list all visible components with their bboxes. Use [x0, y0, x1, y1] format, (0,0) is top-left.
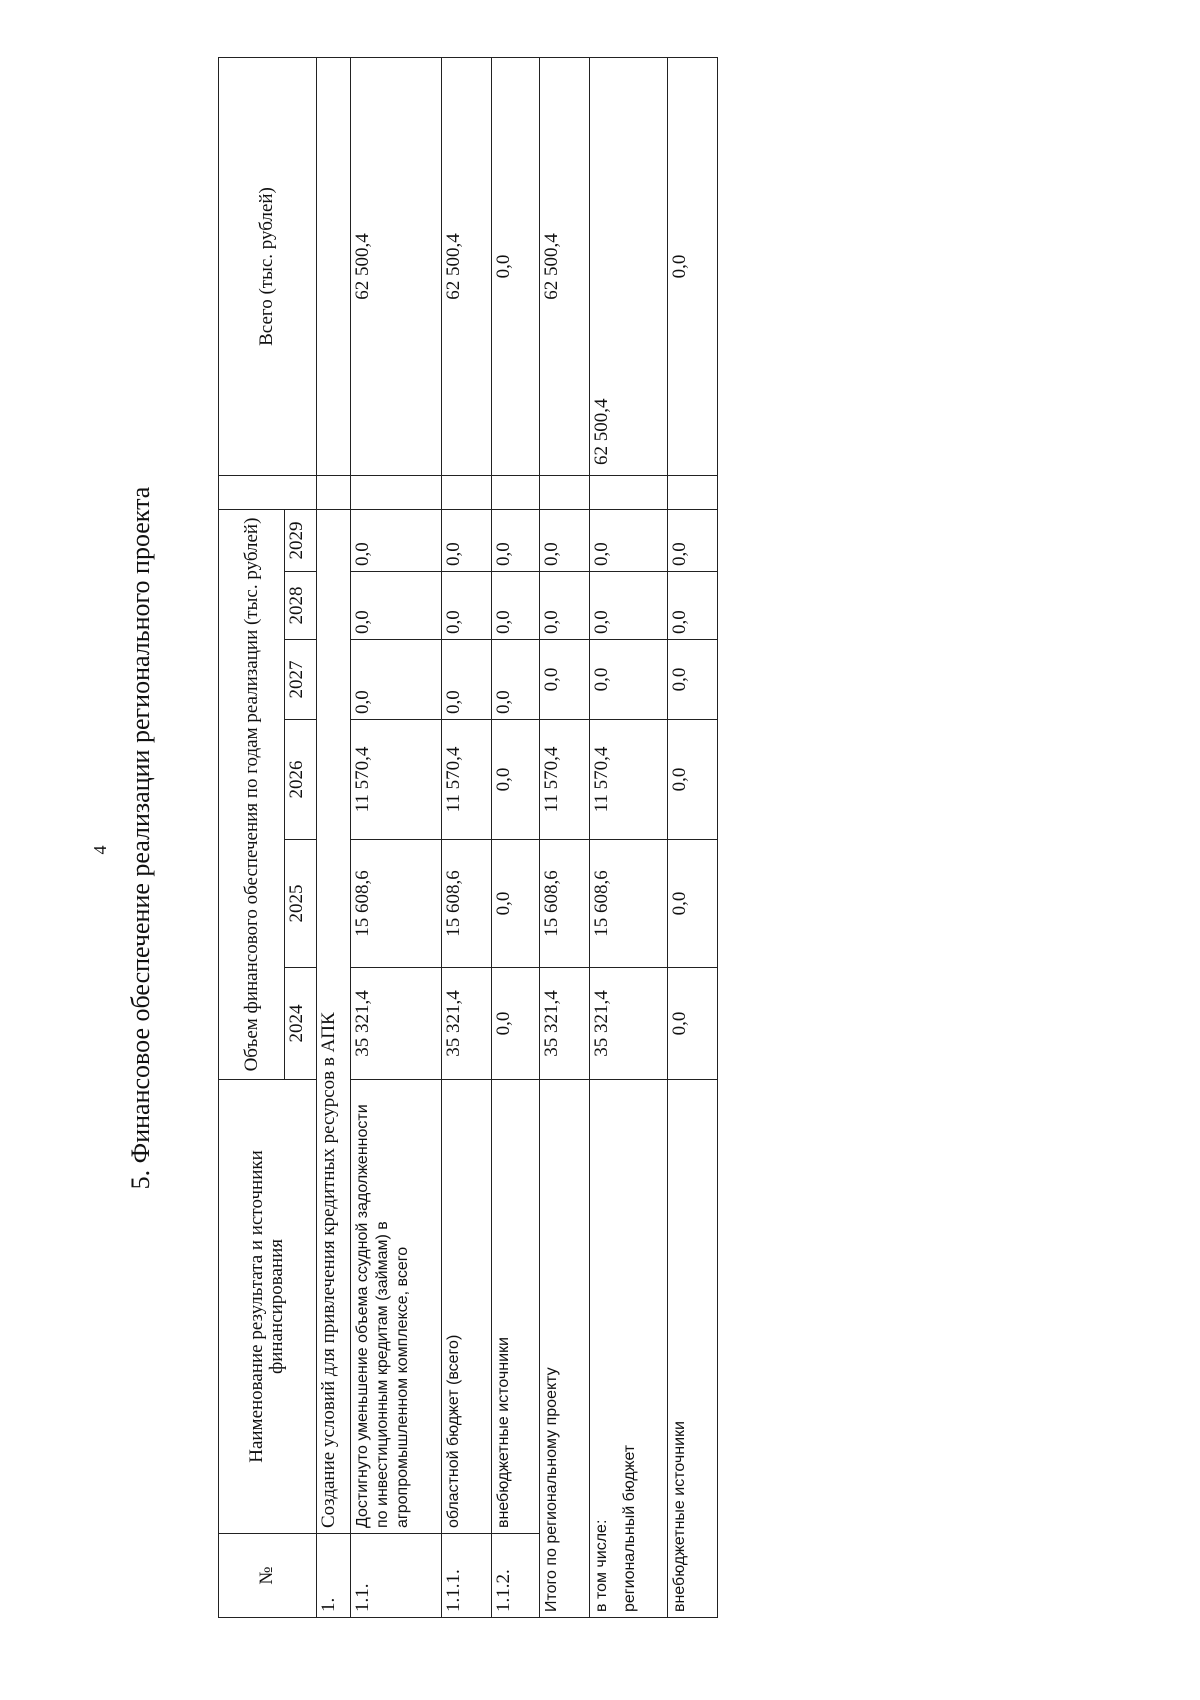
value-2029: 0,0 [442, 510, 492, 572]
value-2024: 0,0 [492, 968, 540, 1080]
value-2026: 11 570,4 [351, 720, 442, 840]
summary-name: Итого по региональному проекту [540, 1080, 590, 1618]
summary-label: региональный бюджет [621, 1444, 639, 1612]
year-2026: 2026 [285, 720, 317, 840]
value-2027: 0,0 [351, 640, 442, 720]
value-2025: 15 608,6 [442, 840, 492, 968]
row-gap [540, 476, 590, 510]
value-2028: 0,0 [540, 572, 590, 640]
value-2028: 0,0 [590, 572, 667, 640]
summary-row [590, 58, 667, 1618]
table-row [351, 58, 442, 1618]
header-name: Наименование результата и источники финансирования [219, 1080, 317, 1534]
value-2029: 0,0 [590, 510, 667, 572]
year-2027: 2027 [285, 640, 317, 720]
header-total: Всего (тыс. рублей) [219, 58, 317, 476]
value-2029: 0,0 [492, 510, 540, 572]
year-2028: 2028 [285, 572, 317, 640]
rotated-page-content [118, 58, 738, 1618]
value-2027: 0,0 [540, 640, 590, 720]
row-total: 62 500,4 [590, 58, 667, 476]
value-2028: 0,0 [492, 572, 540, 640]
summary-row [667, 58, 717, 1618]
row-gap [442, 476, 492, 510]
header-number: № [219, 1534, 317, 1618]
value-2029: 0,0 [351, 510, 442, 572]
row-name: Достигнуто уменьшение объема ссудной задолженности по инвестиционным кредитам (займам) в агропромышленном комплексе, всего [351, 1080, 442, 1534]
row-gap [492, 476, 540, 510]
section-gap [316, 476, 350, 510]
value-2025: 0,0 [492, 840, 540, 968]
year-2024: 2024 [285, 968, 317, 1080]
row-gap [351, 476, 442, 510]
header-volume: Объем финансового обеспечения по годам реализации (тыс. рублей) [219, 510, 285, 1080]
value-2029: 0,0 [667, 510, 717, 572]
value-2026: 0,0 [492, 720, 540, 840]
value-2025: 15 608,6 [540, 840, 590, 968]
section-title: 5. Финансовое обеспечение реализации регионального проекта [126, 486, 155, 1190]
section-row [316, 58, 350, 1618]
row-total: 62 500,4 [442, 58, 492, 476]
summary-name [590, 1080, 667, 1618]
value-2024: 0,0 [667, 968, 717, 1080]
value-2027: 0,0 [667, 640, 717, 720]
value-2025: 0,0 [667, 840, 717, 968]
row-number: 1.1.2. [492, 1534, 540, 1618]
summary-row [540, 58, 590, 1618]
value-2026: 11 570,4 [442, 720, 492, 840]
value-2024: 35 321,4 [442, 968, 492, 1080]
table-row [492, 58, 540, 1618]
value-2024: 35 321,4 [540, 968, 590, 1080]
value-2024: 35 321,4 [590, 968, 667, 1080]
row-name: внебюджетные источники [492, 1080, 540, 1534]
table-row [442, 58, 492, 1618]
header-row [219, 58, 285, 1618]
value-2026: 11 570,4 [540, 720, 590, 840]
year-2025: 2025 [285, 840, 317, 968]
value-2025: 15 608,6 [590, 840, 667, 968]
value-2028: 0,0 [442, 572, 492, 640]
value-2027: 0,0 [492, 640, 540, 720]
row-number: 1.1. [351, 1534, 442, 1618]
row-number: 1.1.1. [442, 1534, 492, 1618]
year-2029: 2029 [285, 510, 317, 572]
row-total: 0,0 [667, 58, 717, 476]
page-number: 4 [90, 845, 110, 855]
value-2026: 0,0 [667, 720, 717, 840]
section-number: 1. [316, 1534, 350, 1618]
section-name: Создание условий для привлечения кредитных ресурсов в АПК [316, 510, 350, 1534]
value-2029: 0,0 [540, 510, 590, 572]
financing-table [218, 57, 718, 1618]
value-2028: 0,0 [667, 572, 717, 640]
value-2027: 0,0 [590, 640, 667, 720]
value-2028: 0,0 [351, 572, 442, 640]
row-name: областной бюджет (всего) [442, 1080, 492, 1534]
row-total: 0,0 [492, 58, 540, 476]
value-2027: 0,0 [442, 640, 492, 720]
header-gap [219, 476, 317, 510]
summary-name: внебюджетные источники [667, 1080, 717, 1618]
row-total: 62 500,4 [540, 58, 590, 476]
row-total: 62 500,4 [351, 58, 442, 476]
row-gap [667, 476, 717, 510]
section-total [316, 58, 350, 476]
value-2025: 15 608,6 [351, 840, 442, 968]
summary-prefix: в том числе: [593, 1519, 611, 1612]
value-2024: 35 321,4 [351, 968, 442, 1080]
value-2026: 11 570,4 [590, 720, 667, 840]
row-gap [590, 476, 667, 510]
